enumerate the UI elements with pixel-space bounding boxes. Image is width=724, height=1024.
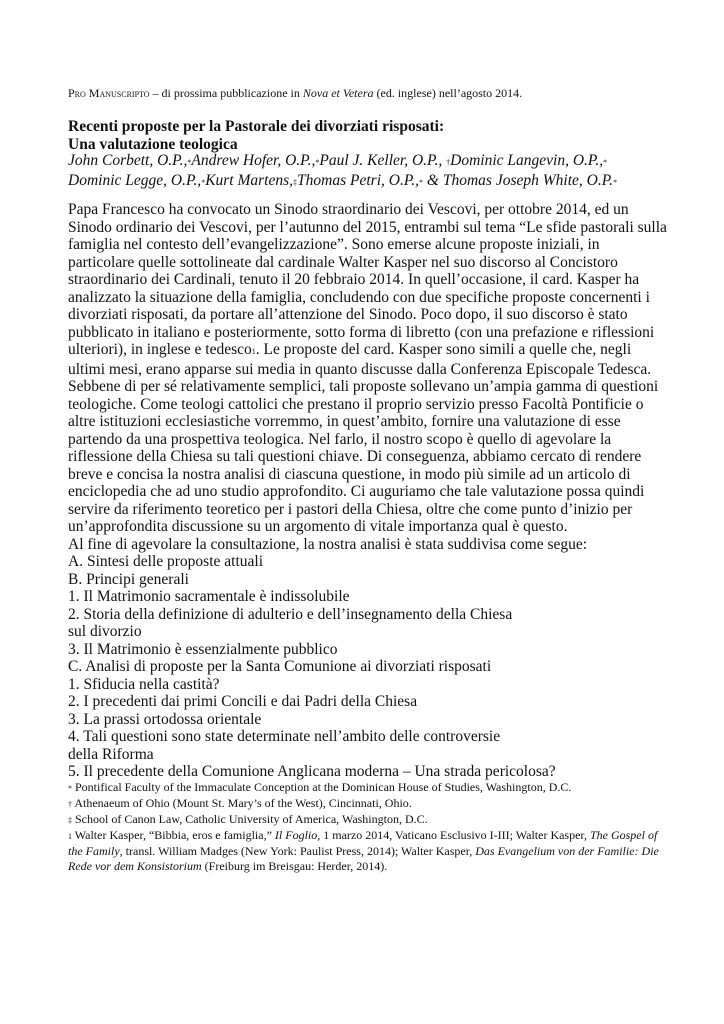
footnote-text: , 1 marzo 2014, Vaticano Esclusivo I-III; Walter Kasper,	[317, 828, 590, 842]
affiliation-mark: *	[613, 177, 618, 187]
footnote-title: The Gospel of the Family	[68, 828, 658, 858]
footnote-title: Il Foglio	[274, 828, 318, 842]
footnote-title: Das Evangelium von der Familie: Die Rede vor dem Konsistorium	[68, 844, 659, 873]
outline-item: A. Sintesi delle proposte attuali	[68, 553, 264, 570]
pro-manuscripto-label: Pro Manuscripto	[68, 86, 150, 100]
article-body	[68, 201, 668, 781]
journal-name: Nova et Vetera	[302, 86, 374, 100]
header-end-text: (ed. inglese) nell’agosto 2014.	[373, 86, 523, 100]
author-white: & Thomas Joseph White, O.P.	[423, 171, 614, 189]
outline-item: 3. Il Matrimonio è essenzialmente pubblico	[68, 640, 338, 658]
paragraph-outline-intro: Al fine di agevolare la consultazione, la nostra analisi è stata suddivisa come segue:	[68, 535, 588, 553]
affiliation-mark: †	[446, 158, 451, 167]
footnotes	[68, 780, 668, 874]
author-corbett: John Corbett, O.P.,	[68, 152, 188, 169]
paragraph-intro	[68, 201, 668, 378]
footnote-mark: *	[68, 784, 72, 793]
paragraph-purpose: Sebbene di per sé relativamente semplici, tali proposte sollevano un’ampia gamma di questioni teologiche. Come teologi cattolici che prestano il proprio servizio presso Facoltà Pontificie o altre istituzioni ecclesiastiche vorremmo, in quest’ambito, fornire una valutazione di esse partendo da una prospettiva teologica. Nel farlo, il nostro scopo è quello di agevolare la riflessione della Chiesa su tali questioni chiave. Di conseguenza, abbiamo cercato di rendere breve e concisa la nostra analisi di ciascuna questione, in modo più simile ad un articolo di enciclopedia che ad uno studio approfondito. Ci auguriamo che tale valutazione possa quindi servire da riferimento teoretico per i pastori della Chiesa, oltre che come punto d’inizio per un’approfondita discussione su un argomento di vitale importanza qual è questo.	[68, 378, 659, 535]
outline-item: B. Principi generali	[68, 570, 189, 588]
footnote-mark: 1	[68, 832, 72, 841]
article-title	[68, 118, 668, 153]
outline-item: 1. Sfiducia nella castità?	[68, 675, 220, 693]
author-petri: Thomas Petri, O.P.,	[297, 171, 420, 189]
paragraph-intro-text-end: . Le proposte del card. Kasper sono simili a quelle che, negli ultimi mesi, erano apparse sui media in quanto discusse dalla Conferenza Episcopale Tedesca.	[68, 341, 652, 378]
outline-item: C. Analisi di proposte per la Santa Comunione ai divorziati risposati	[68, 658, 492, 675]
authors-line-1	[68, 152, 668, 172]
footnote-text: Athenaeum of Ohio (Mount St. Mary’s of the West), Cincinnati, Ohio.	[72, 796, 412, 810]
affiliation-mark: *	[201, 177, 206, 187]
footnote-text: Pontifical Faculty of the Immaculate Conception at the Dominican House of Studies, Washington, D.C.	[72, 780, 572, 794]
affiliation-mark: *	[315, 158, 320, 167]
paragraph-intro-text: Papa Francesco ha convocato un Sinodo straordinario dei Vescovi, per ottobre 2014, ed un Sinodo ordinario dei Vescovi, per l’autunno del 2015, entrambi sul tema “Le sfide pastorali sulla famiglia nel contesto dell’evangelizzazione”. Sono emerse alcune proposte iniziali, in particolare quelle sottolineate dal cardinale Walter Kasper nel suo discorso al Concistoro straordinario dei Cardinali, tenuto il 20 febbraio 2014. In quell’occasione, il card. Kasper ha analizzato la situazione della famiglia, concludendo con due specifiche proposte concernenti i divorziati risposati, da portare all’attenzione del Sinodo. Poco dopo, il suo discorso è stato pubblicato in italiano e posteriormente, sotto forma di libretto (con una prefazione e riflessioni ulteriori), in inglese e tedesco	[68, 201, 667, 358]
footnote-mark: ‡	[68, 816, 72, 825]
author-legge: Dominic Legge, O.P.,	[68, 171, 202, 189]
outline-item: 1. Il Matrimonio sacramentale è indissolubile	[68, 588, 350, 605]
footnote-ref-1: 1	[251, 347, 256, 356]
outline-item: 4. Tali questioni sono state determinate nell’ambito delle controversie della Riforma	[68, 728, 501, 763]
author-list	[68, 152, 668, 191]
manuscript-header	[68, 86, 522, 101]
title-line-1: Recenti proposte per la Pastorale dei divorziati risposati:	[68, 118, 445, 135]
footnote-text: School of Canon Law, Catholic University of America, Washington, D.C.	[72, 812, 428, 826]
outline-item: 2. Storia della definizione di adulterio e dell’insegnamento della Chiesa sul divorzio	[68, 605, 513, 640]
footnote-text: , transl. William Madges (New York: Paulist Press, 2014); Walter Kasper,	[119, 844, 476, 858]
outline-item: 3. La prassi ortodossa orientale	[68, 710, 262, 728]
header-middle-text: – di prossima pubblicazione in	[149, 86, 303, 100]
title-line-2: Una valutazione teologica	[68, 135, 238, 153]
affiliation-mark: *	[187, 158, 192, 167]
author-keller: Paul J. Keller, O.P.,	[319, 152, 447, 169]
footnote-text: (Freiburg im Breisgau: Herder, 2014).	[201, 859, 388, 873]
footnote-affiliation-3	[68, 812, 668, 828]
authors-line-2	[68, 172, 668, 192]
affiliation-mark: *	[419, 177, 424, 187]
footnote-text: Walter Kasper, “Bibbia, eros e famiglia,”	[72, 828, 275, 842]
affiliation-mark: ‡	[293, 177, 298, 187]
outline-item: 2. I precedenti dai primi Concili e dai Padri della Chiesa	[68, 693, 418, 710]
affiliation-mark: *	[603, 158, 608, 167]
author-hofer: Andrew Hofer, O.P.,	[191, 152, 316, 169]
footnote-affiliation-2	[68, 796, 668, 812]
footnote-1	[68, 828, 668, 874]
outline-item: 5. Il precedente della Comunione Anglicana moderna – Una strada pericolosa?	[68, 763, 556, 780]
author-langevin: Dominic Langevin, O.P.,	[450, 152, 604, 169]
outline-list	[68, 553, 668, 781]
author-martens: Kurt Martens,	[205, 171, 294, 189]
footnote-mark: †	[68, 800, 72, 809]
footnote-affiliation-1	[68, 780, 668, 796]
